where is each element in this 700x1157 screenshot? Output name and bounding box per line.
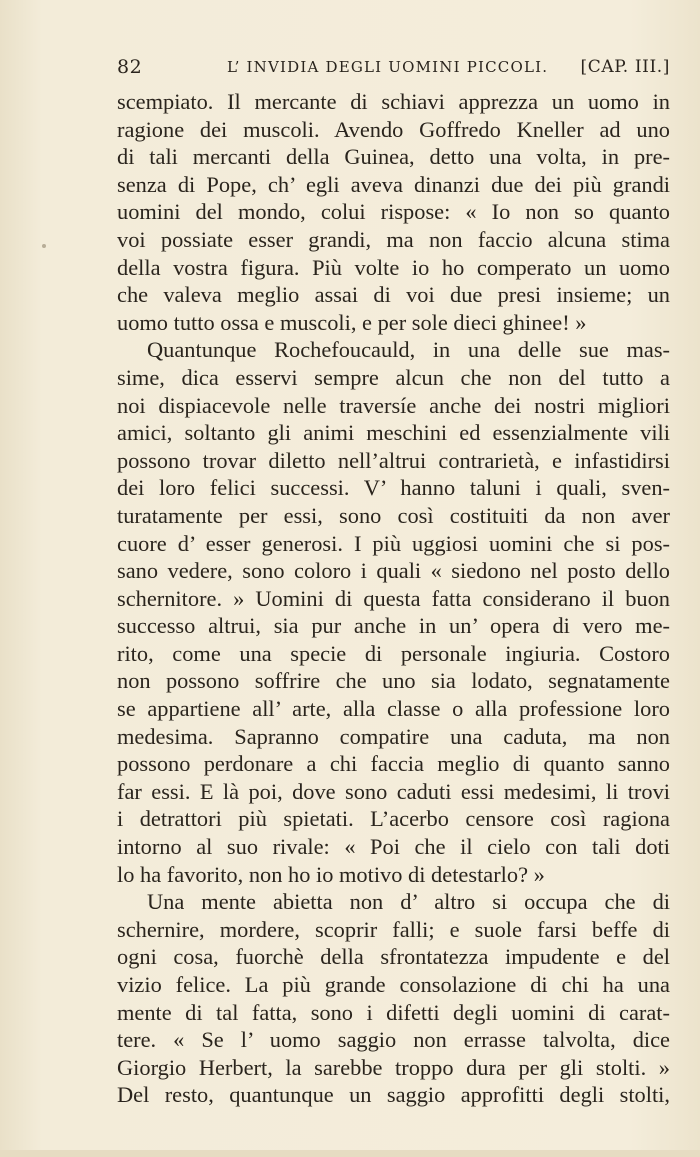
body-text bbox=[117, 88, 670, 1109]
paragraph-start-line: Una mente abietta non d’ altro si occupa che di bbox=[147, 889, 670, 915]
text-line: noi dispiacevole nelle traversíe anche dei nostri migliori bbox=[117, 392, 670, 418]
text-line: amici, soltanto gli animi meschini ed essenzialmente vili bbox=[117, 420, 670, 446]
text-line: dei loro felici successi. V’ hanno taluni i quali, sven- bbox=[117, 475, 670, 501]
text-line: schernitore. » Uomini di questa fatta considerano il buon bbox=[117, 585, 670, 611]
text-line: cuore d’ esser generosi. I più uggiosi uomini che si pos- bbox=[117, 530, 670, 556]
text-line: scempiato. Il mercante di schiavi apprezza un uomo in bbox=[117, 89, 670, 114]
text-line: uomini del mondo, colui rispose: « Io non so quanto bbox=[117, 199, 670, 225]
text-line: intorno al suo rivale: « Poi che il cielo con tali doti bbox=[117, 834, 670, 860]
text-line: possono perdonare a chi faccia meglio di quanto sanno bbox=[117, 751, 670, 777]
text-line: medesima. Sapranno compatire una caduta, ma non bbox=[117, 723, 670, 749]
text-line: schernire, mordere, scoprir falli; e suole farsi beffe di bbox=[117, 916, 670, 942]
text-line: rito, come una specie di personale ingiuria. Costoro bbox=[117, 640, 670, 666]
text-line: i detrattori più spietati. L’acerbo censore così ragiona bbox=[117, 806, 670, 832]
text-line: vizio felice. La più grande consolazione di chi ha una bbox=[117, 972, 670, 997]
text-line: ogni cosa, fuorchè della sfrontatezza impudente e del bbox=[117, 944, 670, 970]
paragraph-start-line: Quantunque Rochefoucauld, in una delle sue mas- bbox=[147, 337, 670, 363]
chapter-label: [CAP. III.] bbox=[580, 57, 670, 77]
running-title: L’ INVIDIA DEGLI UOMINI PICCOLI. bbox=[227, 58, 549, 76]
text-line: che valeva meglio assai di voi due presi insieme; un bbox=[117, 282, 670, 308]
running-header bbox=[117, 56, 670, 86]
text-line: tere. « Se l’ uomo saggio non errasse talvolta, dice bbox=[117, 1027, 670, 1053]
paper-speck bbox=[42, 244, 46, 248]
text-line: turatamente per essi, sono così costituiti da non aver bbox=[117, 502, 670, 528]
text-line: non possono soffrire che uno sia lodato, segnatamente bbox=[117, 668, 670, 694]
text-line: uomo tutto ossa e muscoli, e per sole dieci ghinee! » bbox=[117, 309, 587, 335]
text-line: mente di tal fatta, sono i difetti degli uomini di carat- bbox=[117, 999, 670, 1025]
text-line: ragione dei muscoli. Avendo Goffredo Kneller ad uno bbox=[117, 116, 670, 142]
text-line: senza di Pope, ch’ egli aveva dinanzi due dei più grandi bbox=[117, 171, 670, 197]
text-line: possono trovar diletto nell’altrui contrarietà, e infastidirsi bbox=[117, 447, 670, 473]
text-line: sime, dica esservi sempre alcun che non del tutto a bbox=[117, 364, 670, 390]
text-line: voi possiate esser grandi, ma non faccio alcuna stima bbox=[117, 226, 670, 252]
text-line: Giorgio Herbert, la sarebbe troppo dura per gli stolti. » bbox=[117, 1054, 670, 1080]
page-bottom-edge bbox=[0, 1150, 700, 1157]
text-line: lo ha favorito, non ho io motivo di detestarlo? » bbox=[117, 861, 545, 887]
page-number: 82 bbox=[117, 56, 143, 78]
text-line: sano vedere, sono coloro i quali « siedono nel posto dello bbox=[117, 558, 670, 584]
text-line: se appartiene all’ arte, alla classe o alla professione loro bbox=[117, 696, 670, 722]
text-line: successo altrui, sia pur anche in un’ opera di vero me- bbox=[117, 613, 670, 639]
text-line: di tali mercanti della Guinea, detto una volta, in pre- bbox=[117, 144, 670, 170]
text-line: far essi. E là poi, dove sono caduti essi medesimi, li trovi bbox=[117, 778, 670, 804]
text-line: Del resto, quantunque un saggio approfitti degli stolti, bbox=[117, 1082, 670, 1108]
text-line: della vostra figura. Più volte io ho comperato un uomo bbox=[117, 254, 670, 280]
